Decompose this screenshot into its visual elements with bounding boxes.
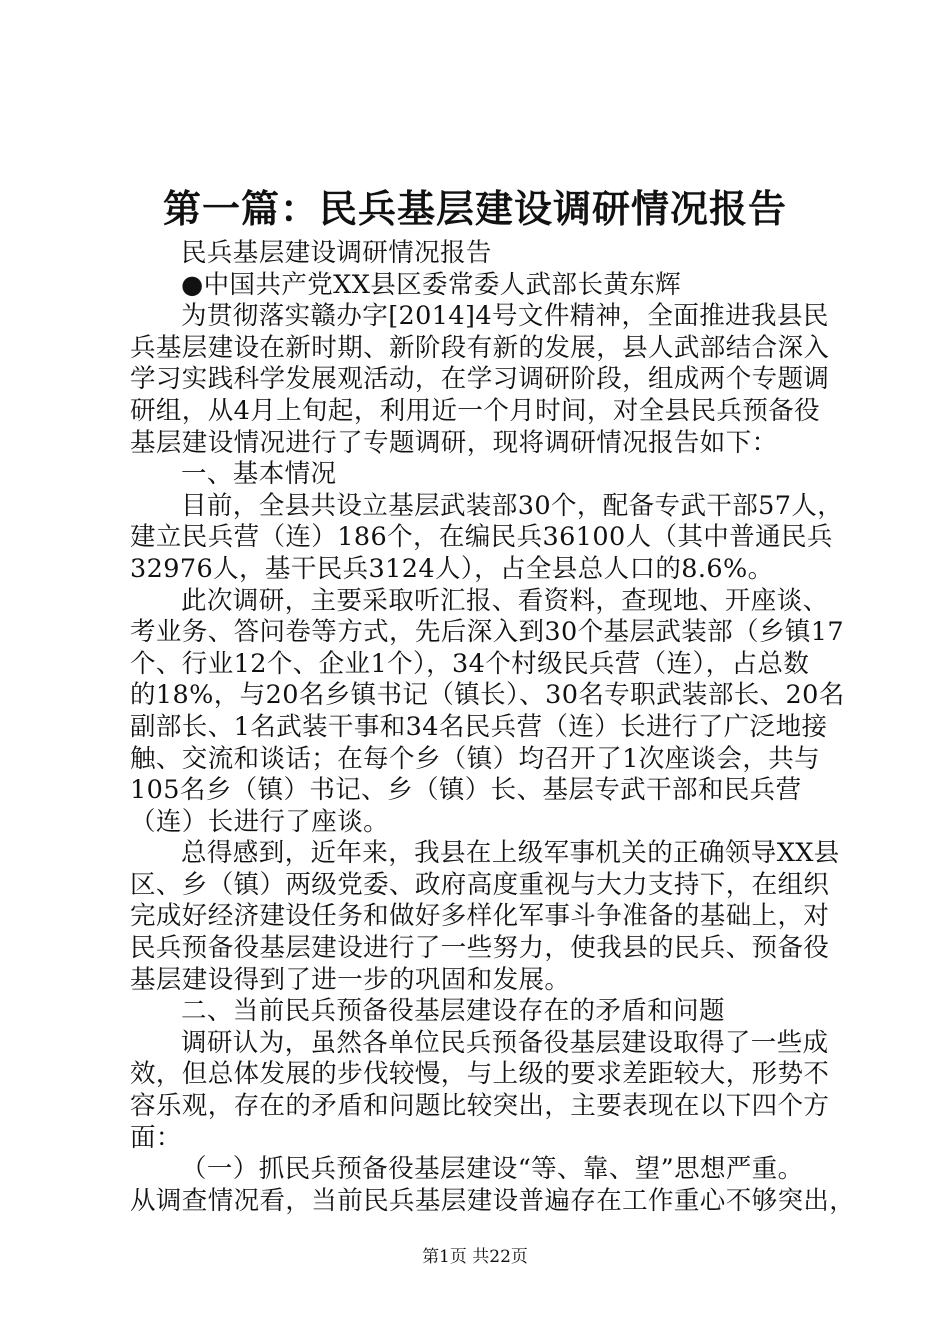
text-line: 此次调研，主要采取听汇报、看资料，查现地、开座谈、 bbox=[181, 585, 829, 616]
text-line: 二、当前民兵预备役基层建设存在的矛盾和问题 bbox=[181, 996, 725, 1027]
text-line: 调研认为，虽然各单位民兵预备役基层建设取得了一些成 bbox=[181, 1027, 829, 1058]
text-line: 副部长、1名武装干事和34名民兵营（连）长进行了广泛地接 bbox=[130, 711, 828, 742]
text-line: 民兵预备役基层建设进行了一些努力，使我县的民兵、预备役 bbox=[130, 933, 830, 964]
text-line: 民兵基层建设调研情况报告 bbox=[181, 238, 492, 268]
document-title: 第一篇：民兵基层建设调研情况报告 bbox=[162, 186, 787, 231]
text-line: 的18%，与20名乡镇书记（镇长）、30名专职武装部长、20名 bbox=[130, 680, 845, 711]
text-line: 105名乡（镇）书记、乡（镇）长、基层专武干部和民兵营 bbox=[130, 775, 802, 806]
text-line: 从调查情况看，当前民兵基层建设普遍存在工作重心不够突出， bbox=[130, 1185, 856, 1216]
text-line: 总得感到，近年来，我县在上级军事机关的正确领导XX县 bbox=[181, 838, 840, 869]
text-line: （连）长进行了座谈。 bbox=[130, 806, 390, 837]
text-line: ●中国共产党XX县区委常委人武部长黄东辉 bbox=[181, 269, 682, 300]
text-line: 考业务、答问卷等方式，先后深入到30个基层武装部（乡镇17 bbox=[130, 617, 844, 648]
text-line: 基层建设得到了进一步的巩固和发展。 bbox=[130, 964, 571, 995]
text-line: 32976人，基干民兵3124人），占全县总人口的8.6%。 bbox=[130, 553, 774, 584]
text-line: 一、基本情况 bbox=[181, 459, 337, 490]
page-footer: 第1页 共22页 bbox=[422, 1247, 528, 1267]
text-line: 兵基层建设在新时期、新阶段有新的发展，县人武部结合深入 bbox=[130, 332, 830, 363]
text-line: 学习实践科学发展观活动，在学习调研阶段，组成两个专题调 bbox=[130, 364, 830, 395]
text-line: 基层建设情况进行了专题调研，现将调研情况报告如下： bbox=[130, 427, 778, 458]
text-line: 为贯彻落实赣办字[2014]4号文件精神，全面推进我县民 bbox=[181, 301, 829, 332]
text-line: 面： bbox=[130, 1122, 182, 1153]
text-line: 区、乡（镇）两级党委、政府高度重视与大力支持下，在组织 bbox=[130, 869, 830, 900]
text-line: （一）抓民兵预备役基层建设“等、靠、望”思想严重。 bbox=[181, 1154, 804, 1185]
text-line: 完成好经济建设任务和做好多样化军事斗争准备的基础上，对 bbox=[130, 901, 830, 932]
text-line: 研组，从4月上旬起，利用近一个月时间，对全县民兵预备役 bbox=[130, 395, 821, 426]
document-body bbox=[130, 238, 856, 1217]
text-line: 效，但总体发展的步伐较慢，与上级的要求差距较大，形势不 bbox=[130, 1059, 830, 1090]
text-line: 容乐观，存在的矛盾和问题比较突出，主要表现在以下四个方 bbox=[130, 1091, 830, 1122]
text-line: 个、行业12个、企业1个），34个村级民兵营（连），占总数 bbox=[130, 648, 810, 679]
text-line: 建立民兵营（连）186个，在编民兵36100人（其中普通民兵 bbox=[130, 522, 833, 553]
text-line: 目前，全县共设立基层武装部30个，配备专武干部57人， bbox=[181, 490, 844, 521]
text-line: 触、交流和谈话；在每个乡（镇）均召开了1次座谈会，共与 bbox=[130, 743, 821, 774]
